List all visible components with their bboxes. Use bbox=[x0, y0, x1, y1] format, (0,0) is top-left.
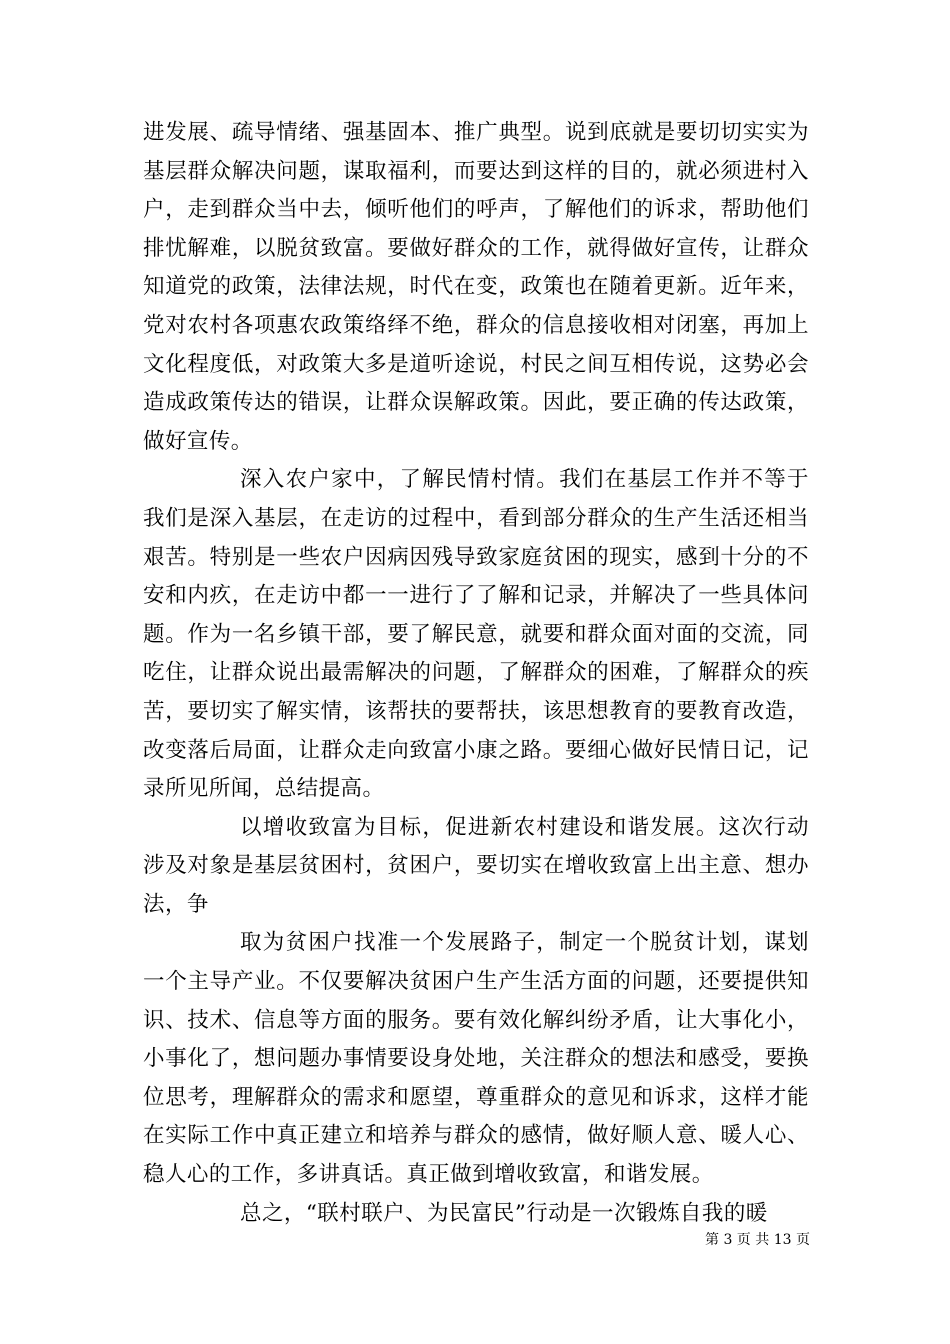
paragraph-2: 深入农户家中，了解民情村情。我们在基层工作并不等于我们是深入基层，在走访的过程中，看到部分群众的生产生活还相当艰苦。特别是一些农户因病因残导致家庭贫困的现实，感到十分的不安和内疚，在走访中都一一进行了了解和记录，并解决了一些具体问题。作为一名乡镇干部，要了解民意，就要和群众面对面的交流，同吃住，让群众说出最需解决的问题，了解群众的困难，了解群众的疾苦，要切实了解实情，该帮扶的要帮扶，该思想教育的要教育改造，改变落后局面，让群众走向致富小康之路。要细心做好民情日记，记录所见所闻，总结提高。 bbox=[143, 467, 809, 802]
paragraph-5: 总之，“联村联户、为民富民”行动是一次锻炼自我的暖 bbox=[240, 1200, 768, 1226]
paragraph-3: 以增收致富为目标，促进新农村建设和谐发展。这次行动涉及对象是基层贫困村，贫困户，要切实在增收致富上出主意、想办法，争 bbox=[143, 814, 809, 917]
paragraph-1: 进发展、疏导情绪、强基固本、推广典型。说到底就是要切切实实为基层群众解决问题，谋取福利，而要达到这样的目的，就必须进村入户，走到群众当中去，倾听他们的呼声，了解他们的诉求，帮助他们排忧解难，以脱贫致富。要做好群众的工作，就得做好宣传，让群众知道党的政策，法律法规，时代在变，政策也在随着更新。近年来，党对农村各项惠农政策络绎不绝，群众的信息接收相对闭塞，再加上文化程度低，对政策大多是道听途说，村民之间互相传说，这势必会造成政策传达的错误，让群众误解政策。因此，要正确的传达政策，做好宣传。 bbox=[143, 120, 809, 454]
page-number: 第 3 页 共 13 页 bbox=[705, 1232, 810, 1248]
document-body bbox=[143, 114, 809, 1233]
paragraph-4: 取为贫困户找准一个发展路子，制定一个脱贫计划，谋划一个主导产业。不仅要解决贫困户生产生活方面的问题，还要提供知识、技术、信息等方面的服务。要有效化解纠纷矛盾，让大事化小，小事化了，想问题办事情要设身处地，关注群众的想法和感受，要换位思考，理解群众的需求和愿望，尊重群众的意见和诉求，这样才能在实际工作中真正建立和培养与群众的感情，做好顺人意、暖人心、稳人心的工作，多讲真话。真正做到增收致富，和谐发展。 bbox=[143, 930, 809, 1188]
